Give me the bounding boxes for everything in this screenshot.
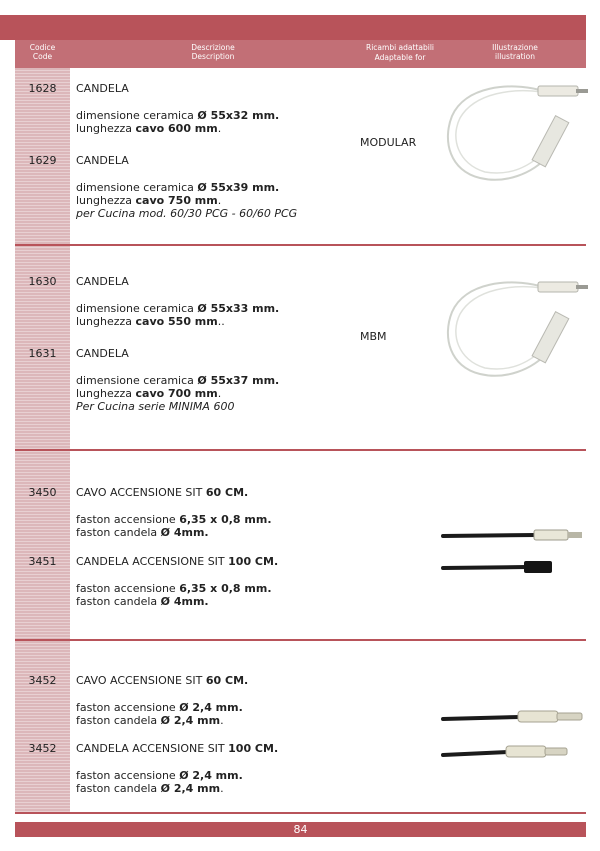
product-title	[76, 674, 248, 687]
spec-label: lunghezza	[76, 194, 136, 207]
product-spec-1	[76, 701, 243, 714]
adaptable-for: MBM	[360, 330, 387, 343]
product-spec-2	[76, 387, 221, 400]
spec-label: dimensione ceramica	[76, 374, 198, 387]
spec-label: dimensione ceramica	[76, 302, 198, 315]
spec-value: Ø 2,4 mm.	[179, 769, 243, 782]
header-desc-en: Description	[191, 52, 235, 61]
spec-label: faston accensione	[76, 582, 180, 595]
product-spec-1	[76, 513, 272, 526]
spec-label: dimensione ceramica	[76, 181, 198, 194]
page-number: 84	[293, 823, 308, 836]
title-text: CANDELA ACCENSIONE SIT	[76, 555, 229, 568]
spec-value: Ø 4mm.	[160, 526, 209, 539]
spec-value: Ø 2,4 mm	[160, 782, 221, 795]
product-title: CANDELA	[76, 347, 129, 360]
row-divider	[15, 812, 586, 814]
table-header	[15, 40, 586, 68]
product-spec-2	[76, 194, 221, 207]
row-divider	[15, 639, 586, 641]
footer-band	[15, 822, 586, 837]
product-spec-1	[76, 769, 243, 782]
product-spec-1	[76, 374, 279, 387]
spec-label: lunghezza	[76, 387, 136, 400]
top-band	[0, 15, 586, 40]
spec-value: cavo 600 mm	[135, 122, 218, 135]
spec-value: Ø 2,4 mm	[160, 714, 221, 727]
product-spec-1	[76, 582, 272, 595]
product-code: 3452	[28, 674, 57, 687]
spec-label: faston candela	[76, 782, 161, 795]
product-code: 3452	[28, 742, 57, 755]
adaptable-for: MODULAR	[360, 136, 417, 149]
row-divider	[15, 244, 586, 246]
spec-label: lunghezza	[76, 122, 136, 135]
note-text: Per Cucina serie MINIMA 600	[76, 400, 235, 413]
product-code: 1629	[28, 154, 57, 167]
product-code: 1630	[28, 275, 57, 288]
product-note	[76, 400, 234, 413]
header-code	[15, 43, 70, 61]
product-spec-2	[76, 526, 209, 539]
header-illustration	[460, 43, 570, 61]
header-ric-en: Adaptable for	[374, 53, 426, 62]
product-spec-2	[76, 315, 225, 328]
product-title: CANDELA	[76, 275, 129, 288]
product-code: 3451	[28, 555, 57, 568]
spec-value: Ø 55x37 mm.	[197, 374, 280, 387]
title-text: CAVO ACCENSIONE SIT	[76, 674, 206, 687]
spark-plug-image	[440, 272, 590, 384]
spec-label: faston accensione	[76, 513, 180, 526]
title-length: 60 CM.	[205, 674, 249, 687]
spec-suffix: .	[217, 194, 222, 207]
spec-label: lunghezza	[76, 315, 136, 328]
spec-value: 6,35 x 0,8 mm.	[179, 582, 272, 595]
product-title	[76, 555, 278, 568]
product-spec-1	[76, 109, 279, 122]
row-divider	[15, 449, 586, 451]
spec-value: Ø 55x33 mm.	[197, 302, 280, 315]
product-code: 3450	[28, 486, 57, 499]
header-description	[113, 43, 313, 61]
spec-suffix: .	[217, 387, 222, 400]
spec-value: 6,35 x 0,8 mm.	[179, 513, 272, 526]
spec-label: faston accensione	[76, 701, 180, 714]
spec-value: Ø 2,4 mm.	[179, 701, 243, 714]
header-code-en: Code	[32, 52, 53, 61]
spec-label: faston candela	[76, 595, 161, 608]
product-title	[76, 486, 248, 499]
spec-label: faston accensione	[76, 769, 180, 782]
spec-value: cavo 750 mm	[135, 194, 218, 207]
product-spec-2	[76, 595, 209, 608]
header-ill-it: Illustrazione	[492, 43, 538, 52]
spec-value: Ø 55x32 mm.	[197, 109, 280, 122]
spec-value: Ø 55x39 mm.	[197, 181, 280, 194]
product-title: CANDELA	[76, 82, 129, 95]
title-length: 60 CM.	[205, 486, 249, 499]
spec-suffix: .	[220, 714, 224, 727]
product-spec-2	[76, 782, 224, 795]
header-code-it: Codice	[29, 43, 56, 52]
spark-plug-image	[440, 76, 590, 188]
product-code: 1631	[28, 347, 57, 360]
header-adaptable	[345, 43, 455, 63]
spec-value: cavo 550 mm	[135, 315, 218, 328]
product-spec-1	[76, 181, 279, 194]
header-desc-it: Descrizione	[191, 43, 235, 52]
spec-value: Ø 4mm.	[160, 595, 209, 608]
spec-label: faston candela	[76, 714, 161, 727]
product-code: 1628	[28, 82, 57, 95]
product-spec-2	[76, 122, 221, 135]
spec-label: dimensione ceramica	[76, 109, 198, 122]
title-length: 100 CM.	[228, 555, 279, 568]
spec-suffix: .	[217, 122, 222, 135]
spec-label: faston candela	[76, 526, 161, 539]
spec-value: cavo 700 mm	[135, 387, 218, 400]
spec-suffix: ..	[217, 315, 225, 328]
note-text: per Cucina mod. 60/30 PCG - 60/60 PCG	[76, 207, 298, 220]
title-length: 100 CM.	[228, 742, 279, 755]
product-title	[76, 742, 278, 755]
product-note	[76, 207, 297, 220]
ignition-cable-image	[440, 705, 586, 763]
title-text: CAVO ACCENSIONE SIT	[76, 486, 206, 499]
title-text: CANDELA ACCENSIONE SIT	[76, 742, 229, 755]
product-spec-1	[76, 302, 279, 315]
header-ric-it: Ricambi adattabili	[366, 43, 434, 52]
product-spec-2	[76, 714, 224, 727]
header-ill-en: illustration	[495, 52, 535, 61]
product-title: CANDELA	[76, 154, 129, 167]
spec-suffix: .	[220, 782, 224, 795]
ignition-cable-image	[440, 522, 586, 582]
